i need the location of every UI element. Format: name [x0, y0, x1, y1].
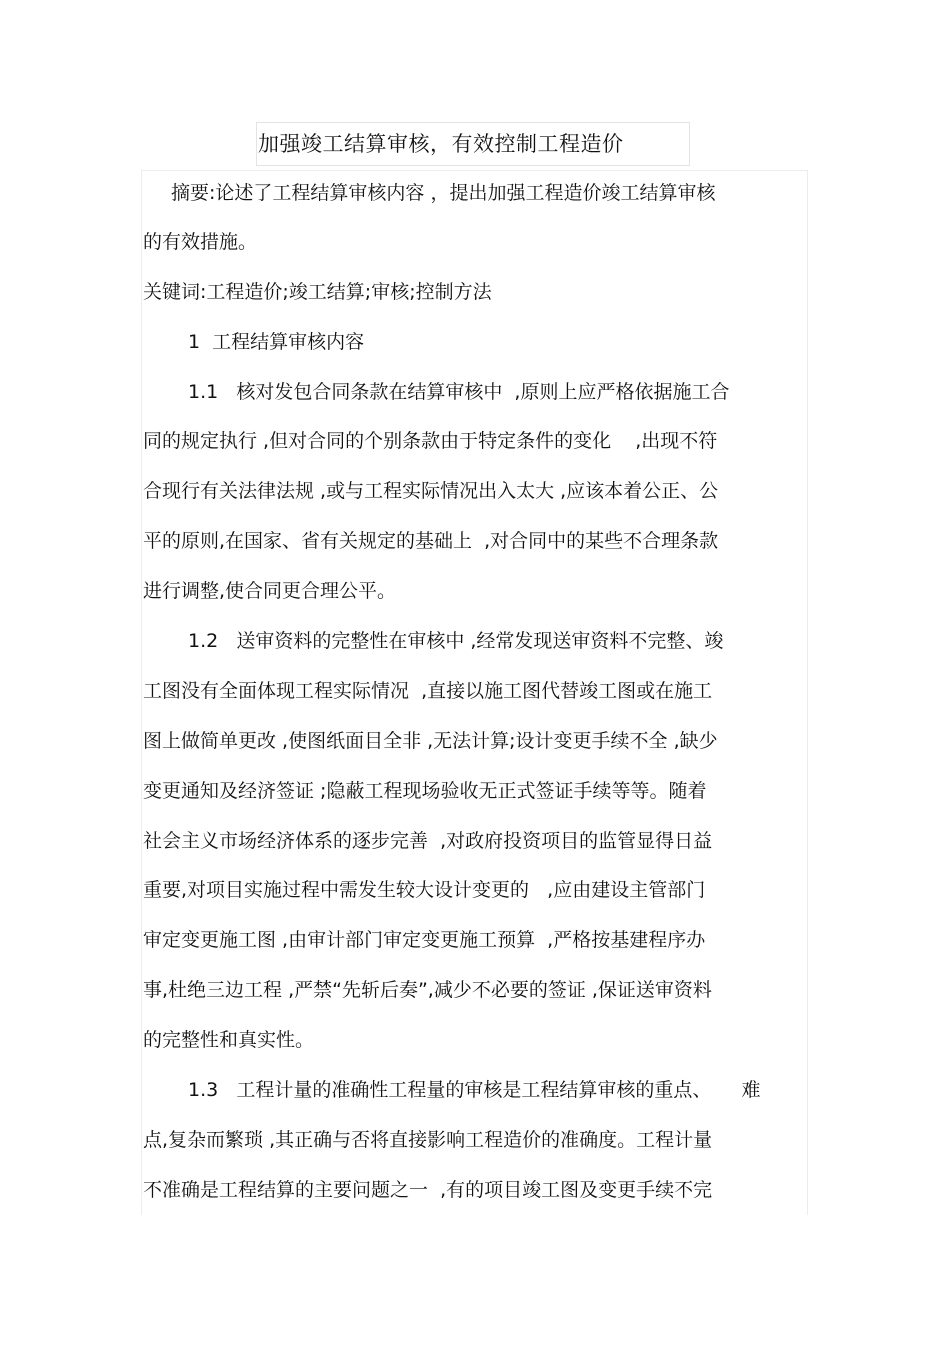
abstract-line-1: 摘要:论述了工程结算审核内容 ，提出加强工程造价竣工结算审核	[171, 182, 716, 204]
paragraph-1-2-line-8: 事,杜绝三边工程 ,严禁“先斩后奏”,减少不必要的签证 ,保证送审资料	[143, 979, 712, 1001]
section-1-heading: 1 工程结算审核内容	[188, 331, 365, 353]
keywords-line: 关键词:工程造价;竣工结算;审核;控制方法	[143, 281, 492, 303]
paragraph-1-1-line-1: 1.1 核对发包合同条款在结算审核中 ,原则上应严格依据施工合	[188, 381, 730, 403]
paragraph-1-2-line-7: 审定变更施工图 ,由审计部门审定变更施工预算 ,严格按基建程序办	[143, 929, 706, 951]
paragraph-1-2-line-2: 工图没有全面体现工程实际情况 ,直接以施工图代替竣工图或在施工	[143, 680, 713, 702]
paragraph-1-1-line-3: 合现行有关法律法规 ,或与工程实际情况出入太大 ,应该本着公正、公	[143, 480, 719, 502]
paragraph-1-2-line-5: 社会主义市场经济体系的逐步完善 ,对政府投资项目的监管显得日益	[143, 830, 713, 852]
abstract-line-2: 的有效措施。	[143, 231, 258, 253]
paragraph-1-1-line-4: 平的原则,在国家、省有关规定的基础上 ,对合同中的某些不合理条款	[143, 530, 719, 552]
paragraph-1-2-line-3: 图上做简单更改 ,使图纸面目全非 ,无法计算;设计变更手续不全 ,缺少	[143, 730, 718, 752]
paragraph-1-2-line-9: 的完整性和真实性。	[143, 1029, 315, 1051]
paragraph-1-3-line-2: 点,复杂而繁琐 ,其正确与否将直接影响工程造价的准确度。工程计量	[143, 1129, 713, 1151]
paragraph-1-2-line-6: 重要,对项目实施过程中需发生较大设计变更的 ,应由建设主管部门	[143, 879, 706, 901]
paragraph-1-3-line-1: 1.3 工程计量的准确性工程量的审核是工程结算审核的重点、 难	[188, 1079, 761, 1101]
paragraph-1-2-line-1: 1.2 送审资料的完整性在审核中 ,经常发现送审资料不完整、竣	[188, 630, 724, 652]
paragraph-1-1-line-5: 进行调整,使合同更合理公平。	[143, 580, 397, 602]
document-title: 加强竣工结算审核，有效控制工程造价	[258, 132, 624, 156]
paragraph-1-1-line-2: 同的规定执行 ,但对合同的个别条款由于特定条件的变化 ,出现不符	[143, 430, 718, 452]
paragraph-1-3-line-3: 不准确是工程结算的主要问题之一 ,有的项目竣工图及变更手续不完	[143, 1179, 713, 1201]
paragraph-1-2-line-4: 变更通知及经济签证 ;隐蔽工程现场验收无正式签证手续等等。随着	[143, 780, 707, 802]
